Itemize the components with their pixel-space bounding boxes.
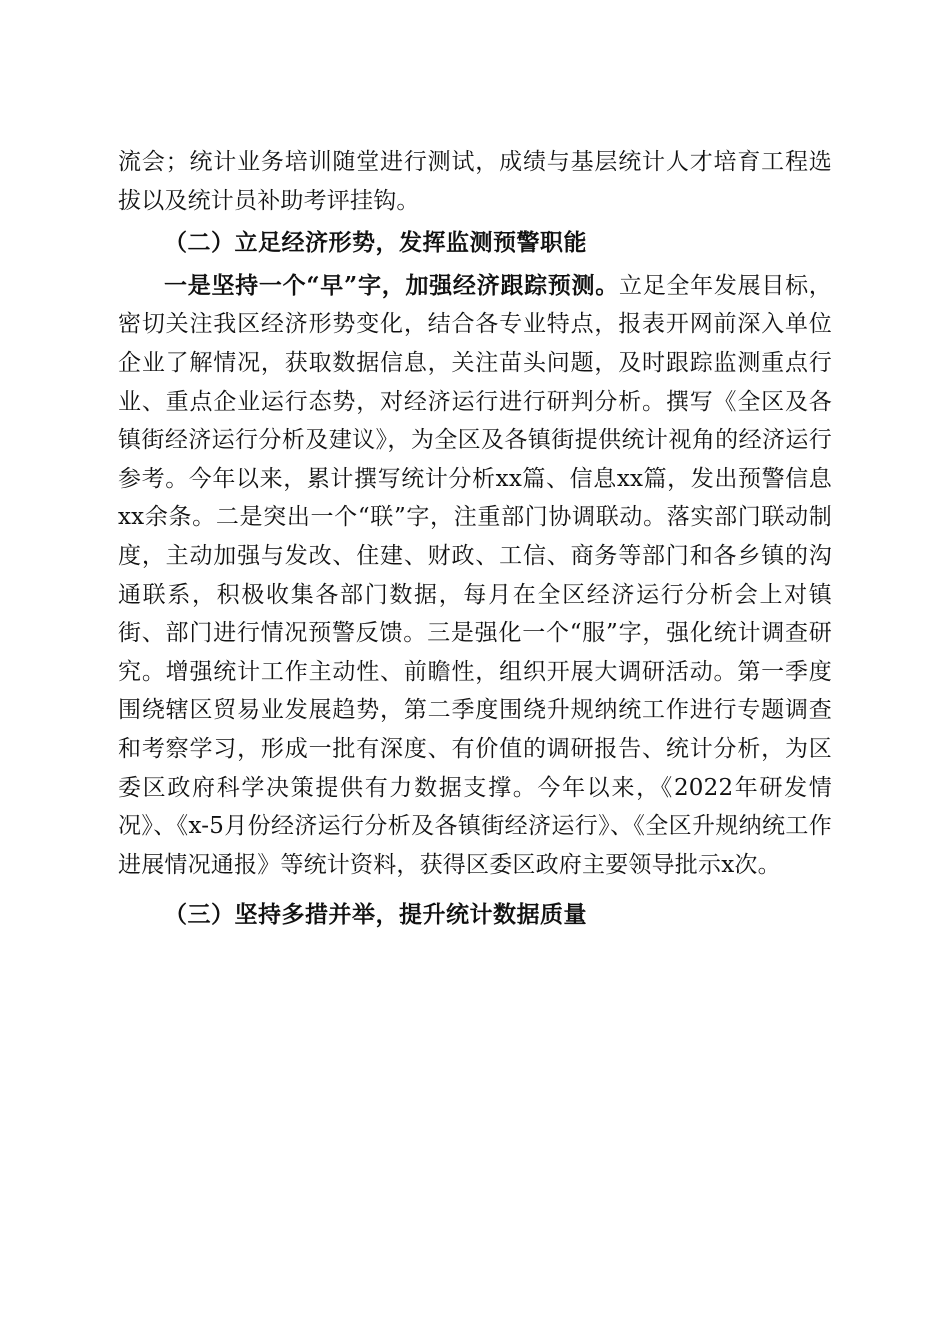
paragraph-lead: 一是坚持一个“早”字，加强经济跟踪预测。 (164, 271, 619, 299)
section-heading-3: （三）坚持多措并举，提升统计数据质量 (164, 901, 587, 929)
document-page (118, 143, 832, 935)
paragraph-body: 立足全年发展目标，密切关注我区经济形势变化，结合各专业特点，报表开网前深入单位企业了解情况，获取数据信息，关注苗头问题，及时跟踪监测重点行业、重点企业运行态势，对经济运行进行研判分析。撰写《全区及各镇街经济运行分析及建议》，为全区及各镇街提供统计视角的经济运行参考。今年以来，累计撰写统计分析xx篇、信息xx篇，发出预警信息xx余条。二是突出一个“联”字，注重部门协调联动。落实部门联动制度，主动加强与发改、住建、财政、工信、商务等部门和各乡镇的沟通联系，积极收集各部门数据，每月在全区经济运行分析会上对镇街、部门进行情况预警反馈。三是强化一个“服”字，强化统计调查研究。增强统计工作主动性、前瞻性，组织开展大调研活动。第一季度围绕辖区贸易业发展趋势，第二季度围绕升规纳统工作进行专题调查和考察学习，形成一批有深度、有价值的调研报告、统计分析，为区委区政府科学决策提供有力数据支撑。今年以来，《2022年研发情况》、《x-5月份经济运行分析及各镇街经济运行》、《全区升规纳统工作进展情况通报》等统计资料，获得区委区政府主要领导批示x次。 (118, 272, 832, 878)
body-paragraph (118, 267, 832, 885)
continued-paragraph: 流会；统计业务培训随堂进行测试，成绩与基层统计人才培育工程选拔以及统计员补助考评挂钩。 (118, 149, 832, 214)
section-heading-2: （二）立足经济形势，发挥监测预警职能 (164, 229, 587, 257)
